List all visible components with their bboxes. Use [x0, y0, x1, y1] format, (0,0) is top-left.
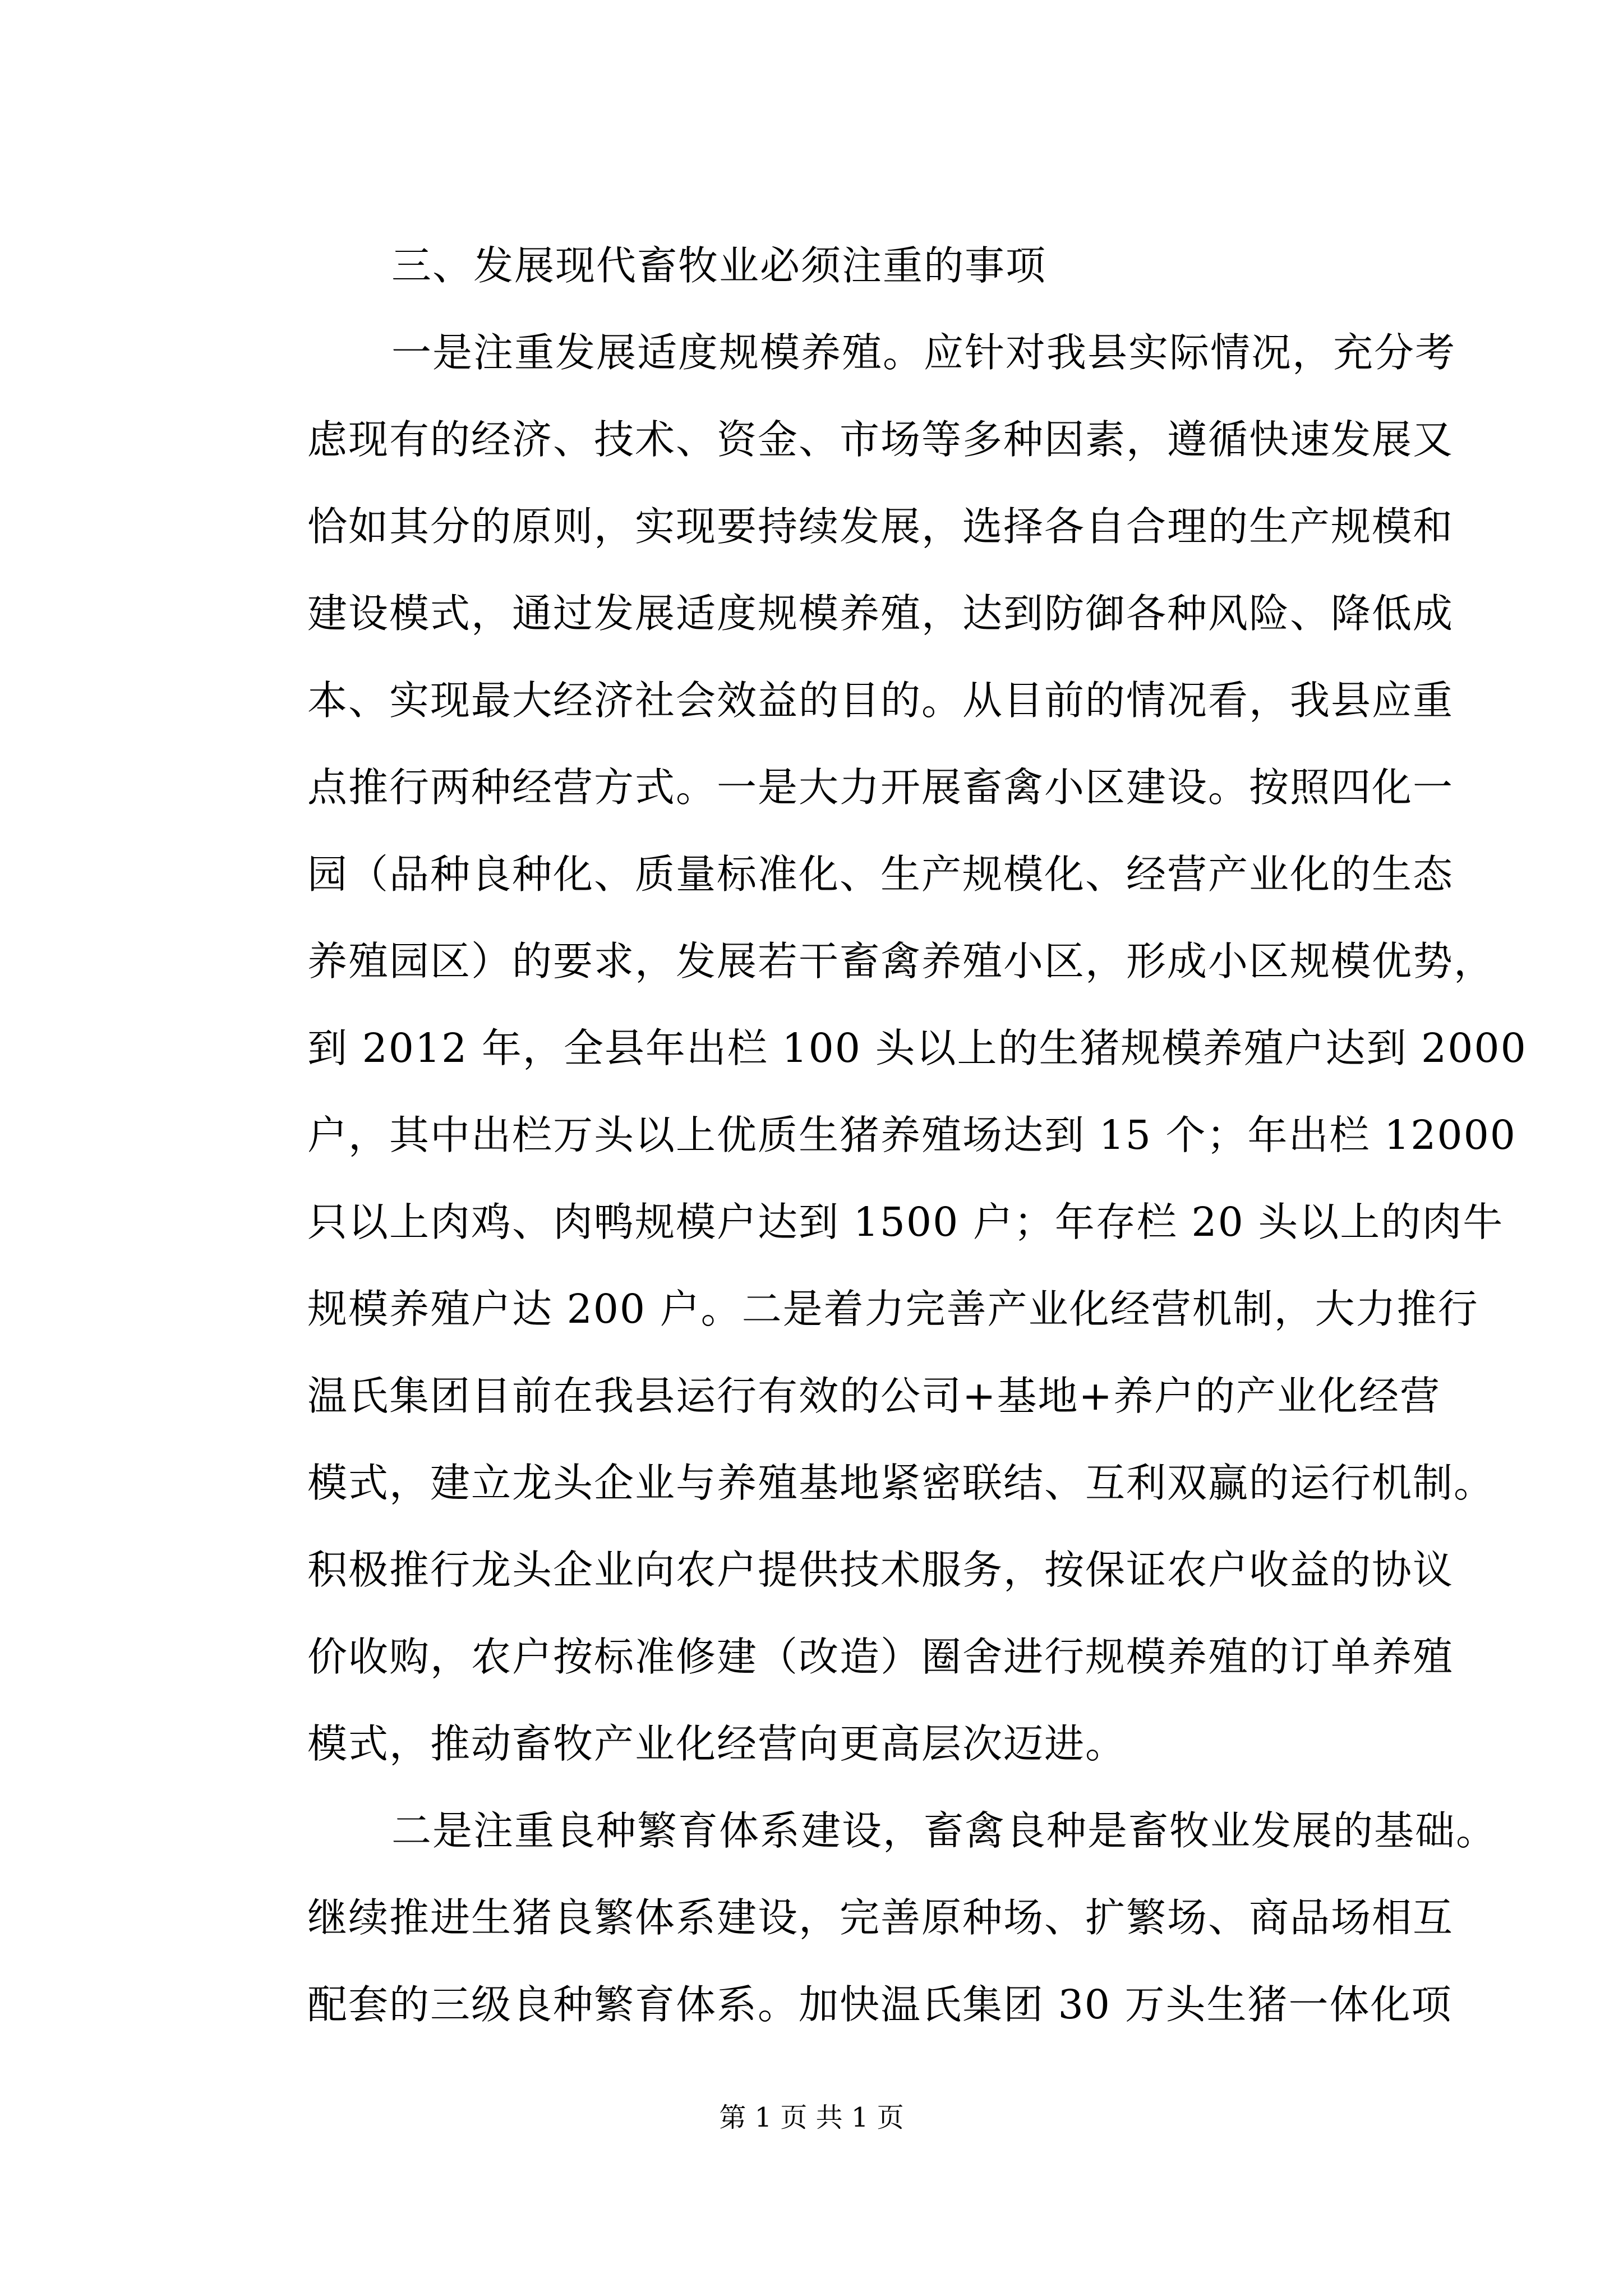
paragraph-1-line: 户，其中出栏万头以上优质生猪养殖场达到 15 个；年出栏 12000: [307, 1112, 1516, 1158]
page-footer: [0, 2101, 1623, 2134]
paragraph-1-line: 本、实现最大经济社会效益的目的。从目前的情况看，我县应重: [307, 677, 1454, 724]
page-number-label: 第 1 页 共 1 页: [719, 2102, 904, 2133]
paragraph-1-line: 积极推行龙头企业向农户提供技术服务，按保证农户收益的协议: [307, 1547, 1454, 1593]
paragraph-1-line: 模式，推动畜牧产业化经营向更高层次迈进。: [307, 1720, 1127, 1767]
paragraph-1-line: 点推行两种经营方式。一是大力开展畜禽小区建设。按照四化一: [307, 764, 1454, 811]
paragraph-1: [307, 309, 1527, 1787]
paragraph-1-line: 只以上肉鸡、肉鸭规模户达到 1500 户；年存栏 20 头以上的肉牛: [307, 1199, 1504, 1245]
paragraph-1-line: 建设模式，通过发展适度规模养殖，达到防御各种风险、降低成: [307, 590, 1454, 637]
paragraph-1-line: 虑现有的经济、技术、资金、市场等多种因素，遵循快速发展又: [307, 416, 1454, 463]
paragraph-2-line: 继续推进生猪良繁体系建设，完善原种场、扩繁场、商品场相互: [307, 1894, 1454, 1941]
paragraph-2-line: 二是注重良种繁育体系建设，畜禽良种是畜牧业发展的基础。: [391, 1807, 1497, 1854]
paragraph-1-line: 规模养殖户达 200 户。二是着力完善产业化经营机制，大力推行: [307, 1286, 1479, 1332]
paragraph-1-line: 园（品种良种化、质量标准化、生产规模化、经营产业化的生态: [307, 851, 1454, 898]
paragraph-1-line: 一是注重发展适度规模养殖。应针对我县实际情况，充分考: [391, 329, 1456, 376]
paragraph-2: [307, 1787, 1497, 2048]
paragraph-1-line: 恰如其分的原则，实现要持续发展，选择各自合理的生产规模和: [307, 503, 1454, 550]
paragraph-1-line: 模式，建立龙头企业与养殖基地紧密联结、互利双赢的运行机制。: [307, 1460, 1495, 1506]
paragraph-2-line: 配套的三级良种繁育体系。加快温氏集团 30 万头生猪一体化项: [307, 1981, 1453, 2028]
document-body: [307, 222, 1527, 2048]
paragraph-1-line: 温氏集团目前在我县运行有效的公司+基地+养户的产业化经营: [307, 1373, 1441, 1419]
paragraph-1-line: 价收购，农户按标准修建（改造）圈舍进行规模养殖的订单养殖: [307, 1634, 1454, 1680]
paragraph-1-line: 到 2012 年，全县年出栏 100 头以上的生猪规模养殖户达到 2000: [307, 1025, 1527, 1071]
section-heading: 三、发展现代畜牧业必须注重的事项: [391, 242, 1047, 289]
paragraph-1-line: 养殖园区）的要求，发展若干畜禽养殖小区，形成小区规模优势，: [307, 938, 1495, 984]
